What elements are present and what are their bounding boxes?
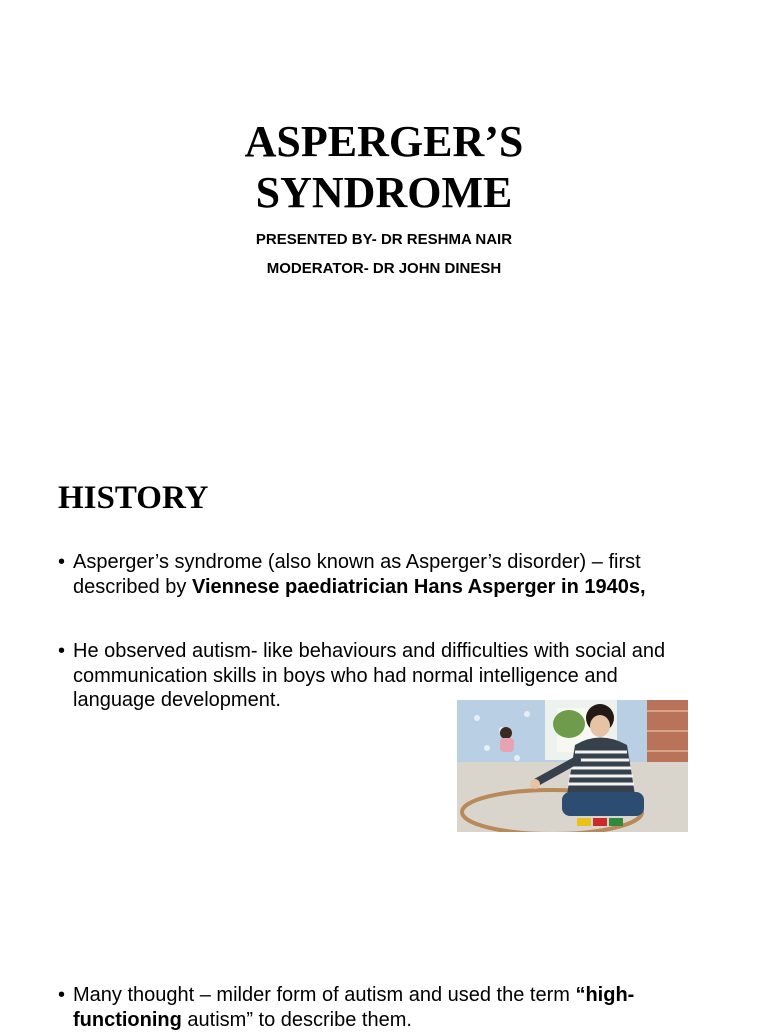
- title-line-1: ASPERGER’S: [244, 117, 524, 166]
- moderator-line: MODERATOR- DR JOHN DINESH: [266, 260, 502, 277]
- bullet-item-1: [58, 550, 698, 599]
- bullet-text: Asperger’s syndrome (also known as Asperger’s disorder) – first described by Viennese paediatrician Hans Asperger in 1940s,: [73, 551, 646, 598]
- bullet-text: Many thought – milder form of autism and used the term “high-functioning autism” to describe them.: [73, 984, 635, 1031]
- bullet-bold-text: Viennese paediatrician Hans Asperger in 1940s,: [191, 575, 646, 598]
- history-slide: [0, 440, 768, 1031]
- bullet-bold-text: “high-functioning: [73, 984, 635, 1031]
- bullet-dot: •: [58, 551, 66, 573]
- history-heading: HISTORY: [58, 480, 209, 516]
- bullet-text: He observed autism- like behaviours and difficulties with social and communication skills in boys who had normal intelligence and language development.: [73, 640, 666, 711]
- bullet-dot: •: [58, 640, 66, 662]
- title-line-2: SYNDROME: [255, 168, 513, 217]
- photo-icon: [457, 700, 688, 832]
- bullet-dot: •: [58, 984, 66, 1006]
- presenter-line: PRESENTED BY- DR RESHMA NAIR: [255, 231, 513, 248]
- title-slide: [0, 0, 768, 440]
- slide-title: [0, 116, 768, 218]
- child-playing-photo: [457, 700, 688, 832]
- bullet-item-3: [58, 983, 698, 1032]
